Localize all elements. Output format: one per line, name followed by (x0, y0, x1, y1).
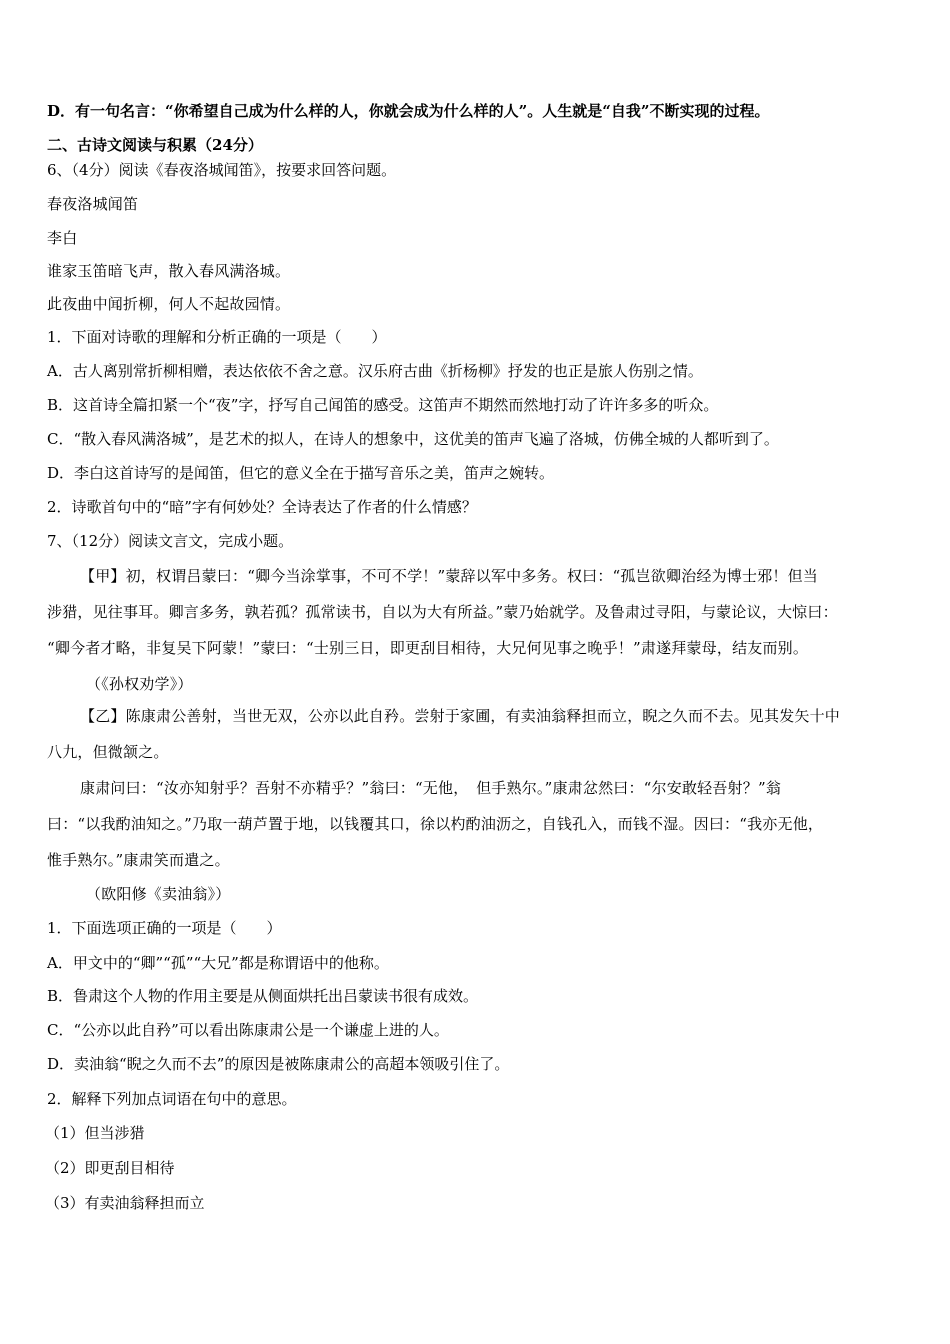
poem-author: 李白 (47, 229, 78, 247)
passage-jia-source: （《孙权劝学》） (86, 675, 193, 693)
section-heading: 二、古诗文阅读与积累（24分） (47, 136, 263, 154)
option-b: B．鲁肃这个人物的作用主要是从侧面烘托出吕蒙读书很有成效。 (47, 987, 479, 1005)
option-d: D．李白这首诗写的是闻笛，但它的意义全在于描写音乐之美，笛声之婉转。 (47, 464, 555, 482)
poem-title: 春夜洛城闻笛 (47, 195, 139, 213)
option-d: D．有一句名言：“你希望自己成为什么样的人，你就会成为什么样的人”。人生就是“自我”不断实现的过程。 (47, 102, 770, 120)
question-6-1: 1．下面对诗歌的理解和分析正确的一项是（ ） (47, 328, 387, 346)
option-a: A．甲文中的“卿”“孤”“大兄”都是称谓语中的他称。 (47, 954, 389, 972)
passage-jia-line: 【甲】初，权谓吕蒙曰：“卿今当涂掌事，不可不学！”蒙辞以军中多务。权曰：“孤岂欲卿治经为博士邪！但当 (80, 567, 819, 585)
passage-jia-line: 涉猎，见往事耳。卿言多务，孰若孤？孤常读书，自以为大有所益。”蒙乃始就学。及鲁肃过寻阳，与蒙论议，大惊曰： (47, 603, 838, 621)
passage-yi-line: 八九，但微颔之。 (47, 743, 169, 761)
option-a: A．古人离别常折柳相赠，表达依依不舍之意。汉乐府古曲《折杨柳》抒发的也正是旅人伤别之情。 (47, 362, 703, 380)
passage-yi-line: 康肃问曰：“汝亦知射乎？吾射不亦精乎？”翁曰：“无他， 但手熟尔。”康肃忿然曰：“尔安敢轻吾射？”翁 (80, 779, 782, 797)
poem-line: 此夜曲中闻折柳，何人不起故园情。 (47, 295, 291, 313)
option-c: C．“散入春风满洛城”，是艺术的拟人，在诗人的想象中，这优美的笛声飞遍了洛城，仿佛全城的人都听到了。 (47, 430, 779, 448)
sub-item: （2）即更刮目相待 (45, 1159, 175, 1177)
question-7-1: 1．下面选项正确的一项是（ ） (47, 919, 282, 937)
question-7: 7、（12分）阅读文言文，完成小题。 (47, 532, 294, 550)
passage-yi-source: （欧阳修《卖油翁》） (86, 885, 231, 903)
option-b: B．这首诗全篇扣紧一个“夜”字，抒写自己闻笛的感受。这笛声不期然而然地打动了许许多多的听众。 (47, 396, 719, 414)
passage-yi-line: 惟手熟尔。”康肃笑而遣之。 (47, 851, 230, 869)
poem-line: 谁家玉笛暗飞声，散入春风满洛城。 (47, 262, 291, 280)
sub-item: （3）有卖油翁释担而立 (45, 1194, 205, 1212)
sub-item: （1）但当涉猎 (45, 1124, 145, 1142)
question-6-2: 2．诗歌首句中的“暗”字有何妙处？全诗表达了作者的什么情感？ (47, 498, 477, 516)
question-7-2: 2．解释下列加点词语在句中的意思。 (47, 1090, 297, 1108)
question-6: 6、（4分）阅读《春夜洛城闻笛》，按要求回答问题。 (47, 161, 397, 179)
passage-yi-line: 曰：“以我酌油知之。”乃取一葫芦置于地，以钱覆其口，徐以杓酌油沥之，自钱孔入，而钱不湿。因曰：“我亦无他， (47, 815, 824, 833)
passage-yi-line: 【乙】陈康肃公善射，当世无双，公亦以此自矜。尝射于家圃，有卖油翁释担而立，睨之久而不去。见其发矢十中 (80, 707, 841, 725)
option-c: C．“公亦以此自矜”可以看出陈康肃公是一个谦虚上进的人。 (47, 1021, 449, 1039)
passage-jia-line: “卿今者才略，非复吴下阿蒙！”蒙曰：“士别三日，即更刮目相待，大兄何见事之晚乎！”肃遂拜蒙母，结友而别。 (47, 639, 809, 657)
option-d: D．卖油翁“睨之久而不去”的原因是被陈康肃公的高超本领吸引住了。 (47, 1055, 510, 1073)
